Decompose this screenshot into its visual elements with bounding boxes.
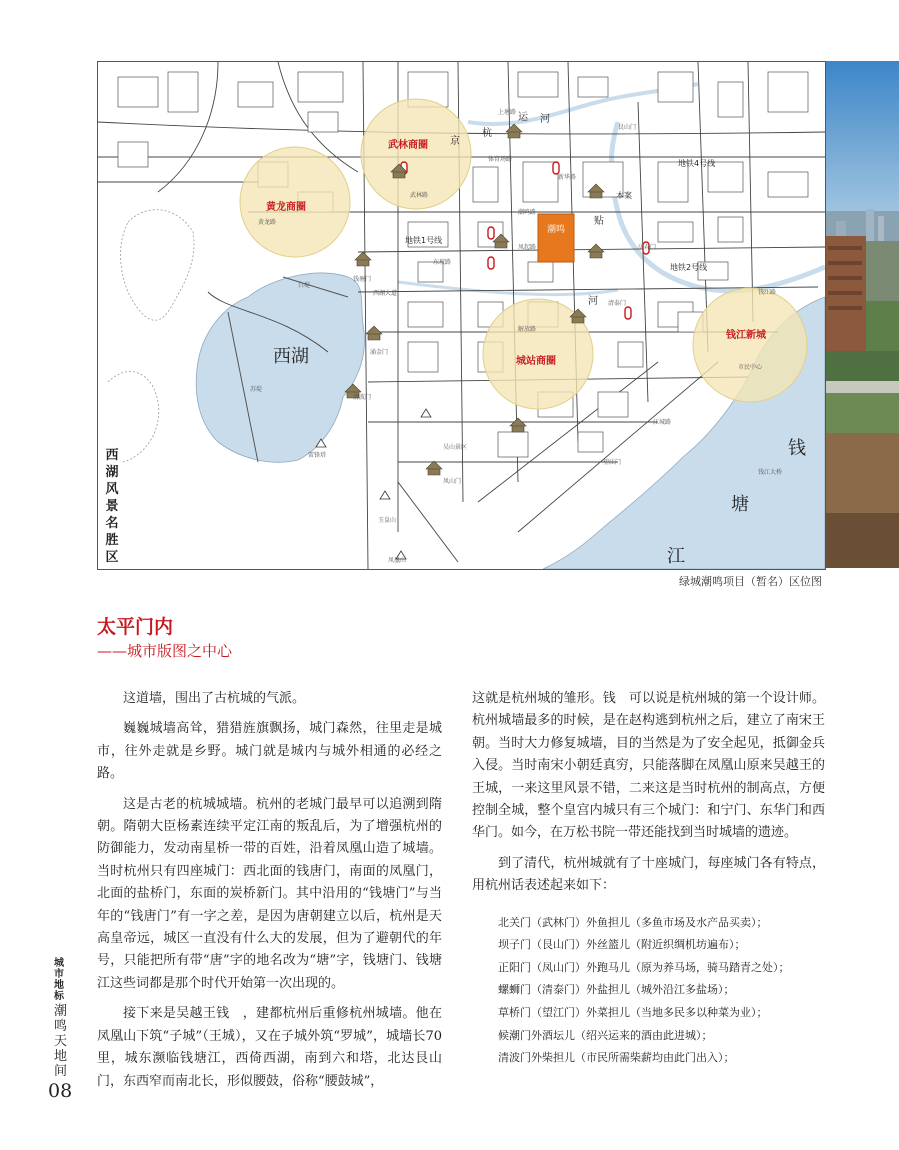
gate-list-item: 北关门（武林门）外鱼担儿（多鱼市场及水产品买卖）； xyxy=(498,915,768,929)
gate-list-item: 清波门外柴担儿（市民所需柴薪均由此门出入）； xyxy=(498,1051,735,1065)
article-title: 太平门内 xyxy=(97,616,174,638)
paragraph: 到了清代，杭州城就有了十座城门，每座城门各有特点，用杭州话表述起来如下： xyxy=(472,855,825,894)
map-graphic xyxy=(98,62,825,569)
label-qiantang-tang: 塘 xyxy=(731,494,749,515)
label-qingtai: 清泰门 xyxy=(608,300,627,307)
label-metro2: 地铁2号线 xyxy=(670,263,708,272)
paragraph: 这是古老的杭城城墙。杭州的老城门最早可以追溯到隋朝。隋朝大臣杨素连续平定江南的叛乱后，为了增强杭州的防御能力，发动南星桥一带的百姓，沿着凤凰山造了城墙。当时杭州只有四座城门：西北面的钱唐门，南面的凤凰门，北面的盐桥门，东面的炭桥新门。其中沿用的“钱塘门”与当年的“钱唐门”有一字之差，是因为唐朝建立以后，杭州是天高皇帝远，城区一直没有什么大的发展，但为了避朝代的年号，只能把所有带“唐”字的地名改为“塘”字，钱塘门、钱塘江这些词都是那个时代开始第一次出现的。 xyxy=(97,796,442,991)
label-metro1: 地铁1号线 xyxy=(405,236,443,245)
label-baidi: 白堤 xyxy=(298,282,311,289)
sidebar-brand: 城市地标 xyxy=(54,958,64,1002)
sidebar-series: 潮鸣天地间 xyxy=(54,1004,68,1079)
label-jiefang: 解放路 xyxy=(518,326,537,333)
label-qiantang-qian: 钱 xyxy=(788,438,806,459)
label-shangtang: 上塘路 xyxy=(498,109,517,116)
paragraph: 这就是杭州城的雏形。钱 可以说是杭州城的第一个设计师。杭州城墙最多的时候，是在赵构逃到杭州之后，建立了南宋王朝。当时大力修复城墙，目的当然是为了安全起见，抵御金兵入侵。当时南宋小朝廷真穷，只能落脚在凤凰山原来吴越王的王城，一来这里风景不错，二来这是当时杭州的制高点，方便控制全城，整个皇宫内城只有三个城门：和宁门、东华门和西华门。如今，在万松书院一带还能找到当时城墙的遗迹。 xyxy=(472,691,825,841)
label-huanglong: 黄龙商圈 xyxy=(266,202,306,213)
label-benan: 本案 xyxy=(616,191,632,200)
label-jing: 京 xyxy=(450,136,460,147)
photo-strip xyxy=(826,61,899,568)
gate-list-item: 草桥门（望江门）外菜担儿（当地多民多以种菜为业）； xyxy=(498,1006,768,1020)
label-genshan: 艮山门 xyxy=(618,124,637,131)
label-xihu-dadao: 西湖大道 xyxy=(373,290,398,297)
label-fengqi: 凤起路 xyxy=(518,244,537,251)
label-xihu-scenic: 西湖风景名胜区 xyxy=(105,448,119,565)
label-chaoming-road: 潮鸣路 xyxy=(518,209,537,216)
label-chengzhan: 城站商圈 xyxy=(516,356,556,367)
label-sudi: 苏堤 xyxy=(250,386,263,393)
city-photo xyxy=(826,61,899,568)
label-wushan: 吴山景区 xyxy=(443,444,468,451)
label-qianjiang: 钱江新城 xyxy=(726,330,766,341)
label-fenghuang: 凤凰山 xyxy=(388,557,407,564)
gate-list-item: 坝子门（艮山门）外丝篮儿（附近织绸机坊遍布）； xyxy=(498,938,746,952)
label-huanglong-road: 黄龙路 xyxy=(258,219,277,226)
label-tie: 贴 xyxy=(594,216,604,227)
paragraph: 这道墙，围出了古杭城的气派。 xyxy=(123,691,306,706)
gate-list-item: 螺蛳门（清泰门）外盐担儿（城外沿江多盐场）； xyxy=(498,983,735,997)
label-wangjiang: 望江门 xyxy=(603,459,622,466)
label-qingchun: 庆春门 xyxy=(638,244,657,251)
label-fengshan: 凤山门 xyxy=(443,478,462,485)
label-yuhuang: 玉皇山 xyxy=(378,517,397,524)
label-leifeng: 雷锋塔 xyxy=(308,452,327,459)
label-qiantang-jiang: 江 xyxy=(667,546,685,567)
label-project: 潮鸣 xyxy=(547,225,566,235)
project-site xyxy=(538,214,574,262)
gate-list xyxy=(472,912,825,1070)
label-xihu: 西湖 xyxy=(273,346,309,367)
label-wulin: 武林商圈 xyxy=(388,140,428,151)
left-column xyxy=(97,688,442,1101)
label-jiangcheng: 江城路 xyxy=(653,419,672,426)
label-qianjiang-bridge: 钱江大桥 xyxy=(758,469,783,476)
label-hang: 杭 xyxy=(482,128,492,139)
location-map xyxy=(97,61,826,570)
map-caption: 绿城潮鸣项目（暂名）区位图 xyxy=(679,575,822,588)
label-qingbo: 清波门 xyxy=(353,394,372,401)
label-xinhua: 新华路 xyxy=(558,174,577,181)
label-qiantang-men: 钱塘门 xyxy=(353,276,372,283)
right-column xyxy=(472,688,825,1070)
label-tiyuchang: 体育场路 xyxy=(488,156,513,163)
paragraph: 巍巍城墙高耸，猎猎旌旗飘扬，城门森然，往里走是城市，往外走就是乡野。城门就是城内与城外相通的必经之路。 xyxy=(97,721,442,782)
label-metro4: 地铁4号线 xyxy=(678,159,716,168)
page-number: 08 xyxy=(48,1080,73,1102)
qianjiang-circle xyxy=(693,288,807,402)
canal-mid xyxy=(398,282,618,295)
label-qianjiang-rd: 钱江路 xyxy=(758,289,777,296)
label-dongpo: 东坡路 xyxy=(433,259,452,266)
label-wulin-road: 武林路 xyxy=(410,192,429,199)
label-shiji: 市民中心 xyxy=(738,364,763,371)
label-yun: 运 xyxy=(518,112,528,123)
label-yongjin: 涌金门 xyxy=(370,349,389,356)
label-he: 河 xyxy=(540,114,550,125)
gate-list-item: 候潮门外酒坛儿（绍兴运来的酒由此进城）； xyxy=(498,1028,713,1042)
article-subtitle: ——城市版图之中心 xyxy=(97,642,233,660)
gate-list-item: 正阳门（凤山门）外跑马儿（原为养马场，骑马踏青之处）； xyxy=(498,960,790,974)
label-he2: 河 xyxy=(588,296,598,307)
paragraph: 接下来是吴越王钱 ，建都杭州后重修杭州城墙。他在凤凰山下筑“子城”（王城），又在子城外筑“罗城”，城墙长70里，城东濒临钱塘江，西倚西湖，南到六和塔，北达艮山门，东西窄而南北长，形似腰鼓，俗称“腰鼓城”， xyxy=(97,1006,442,1089)
